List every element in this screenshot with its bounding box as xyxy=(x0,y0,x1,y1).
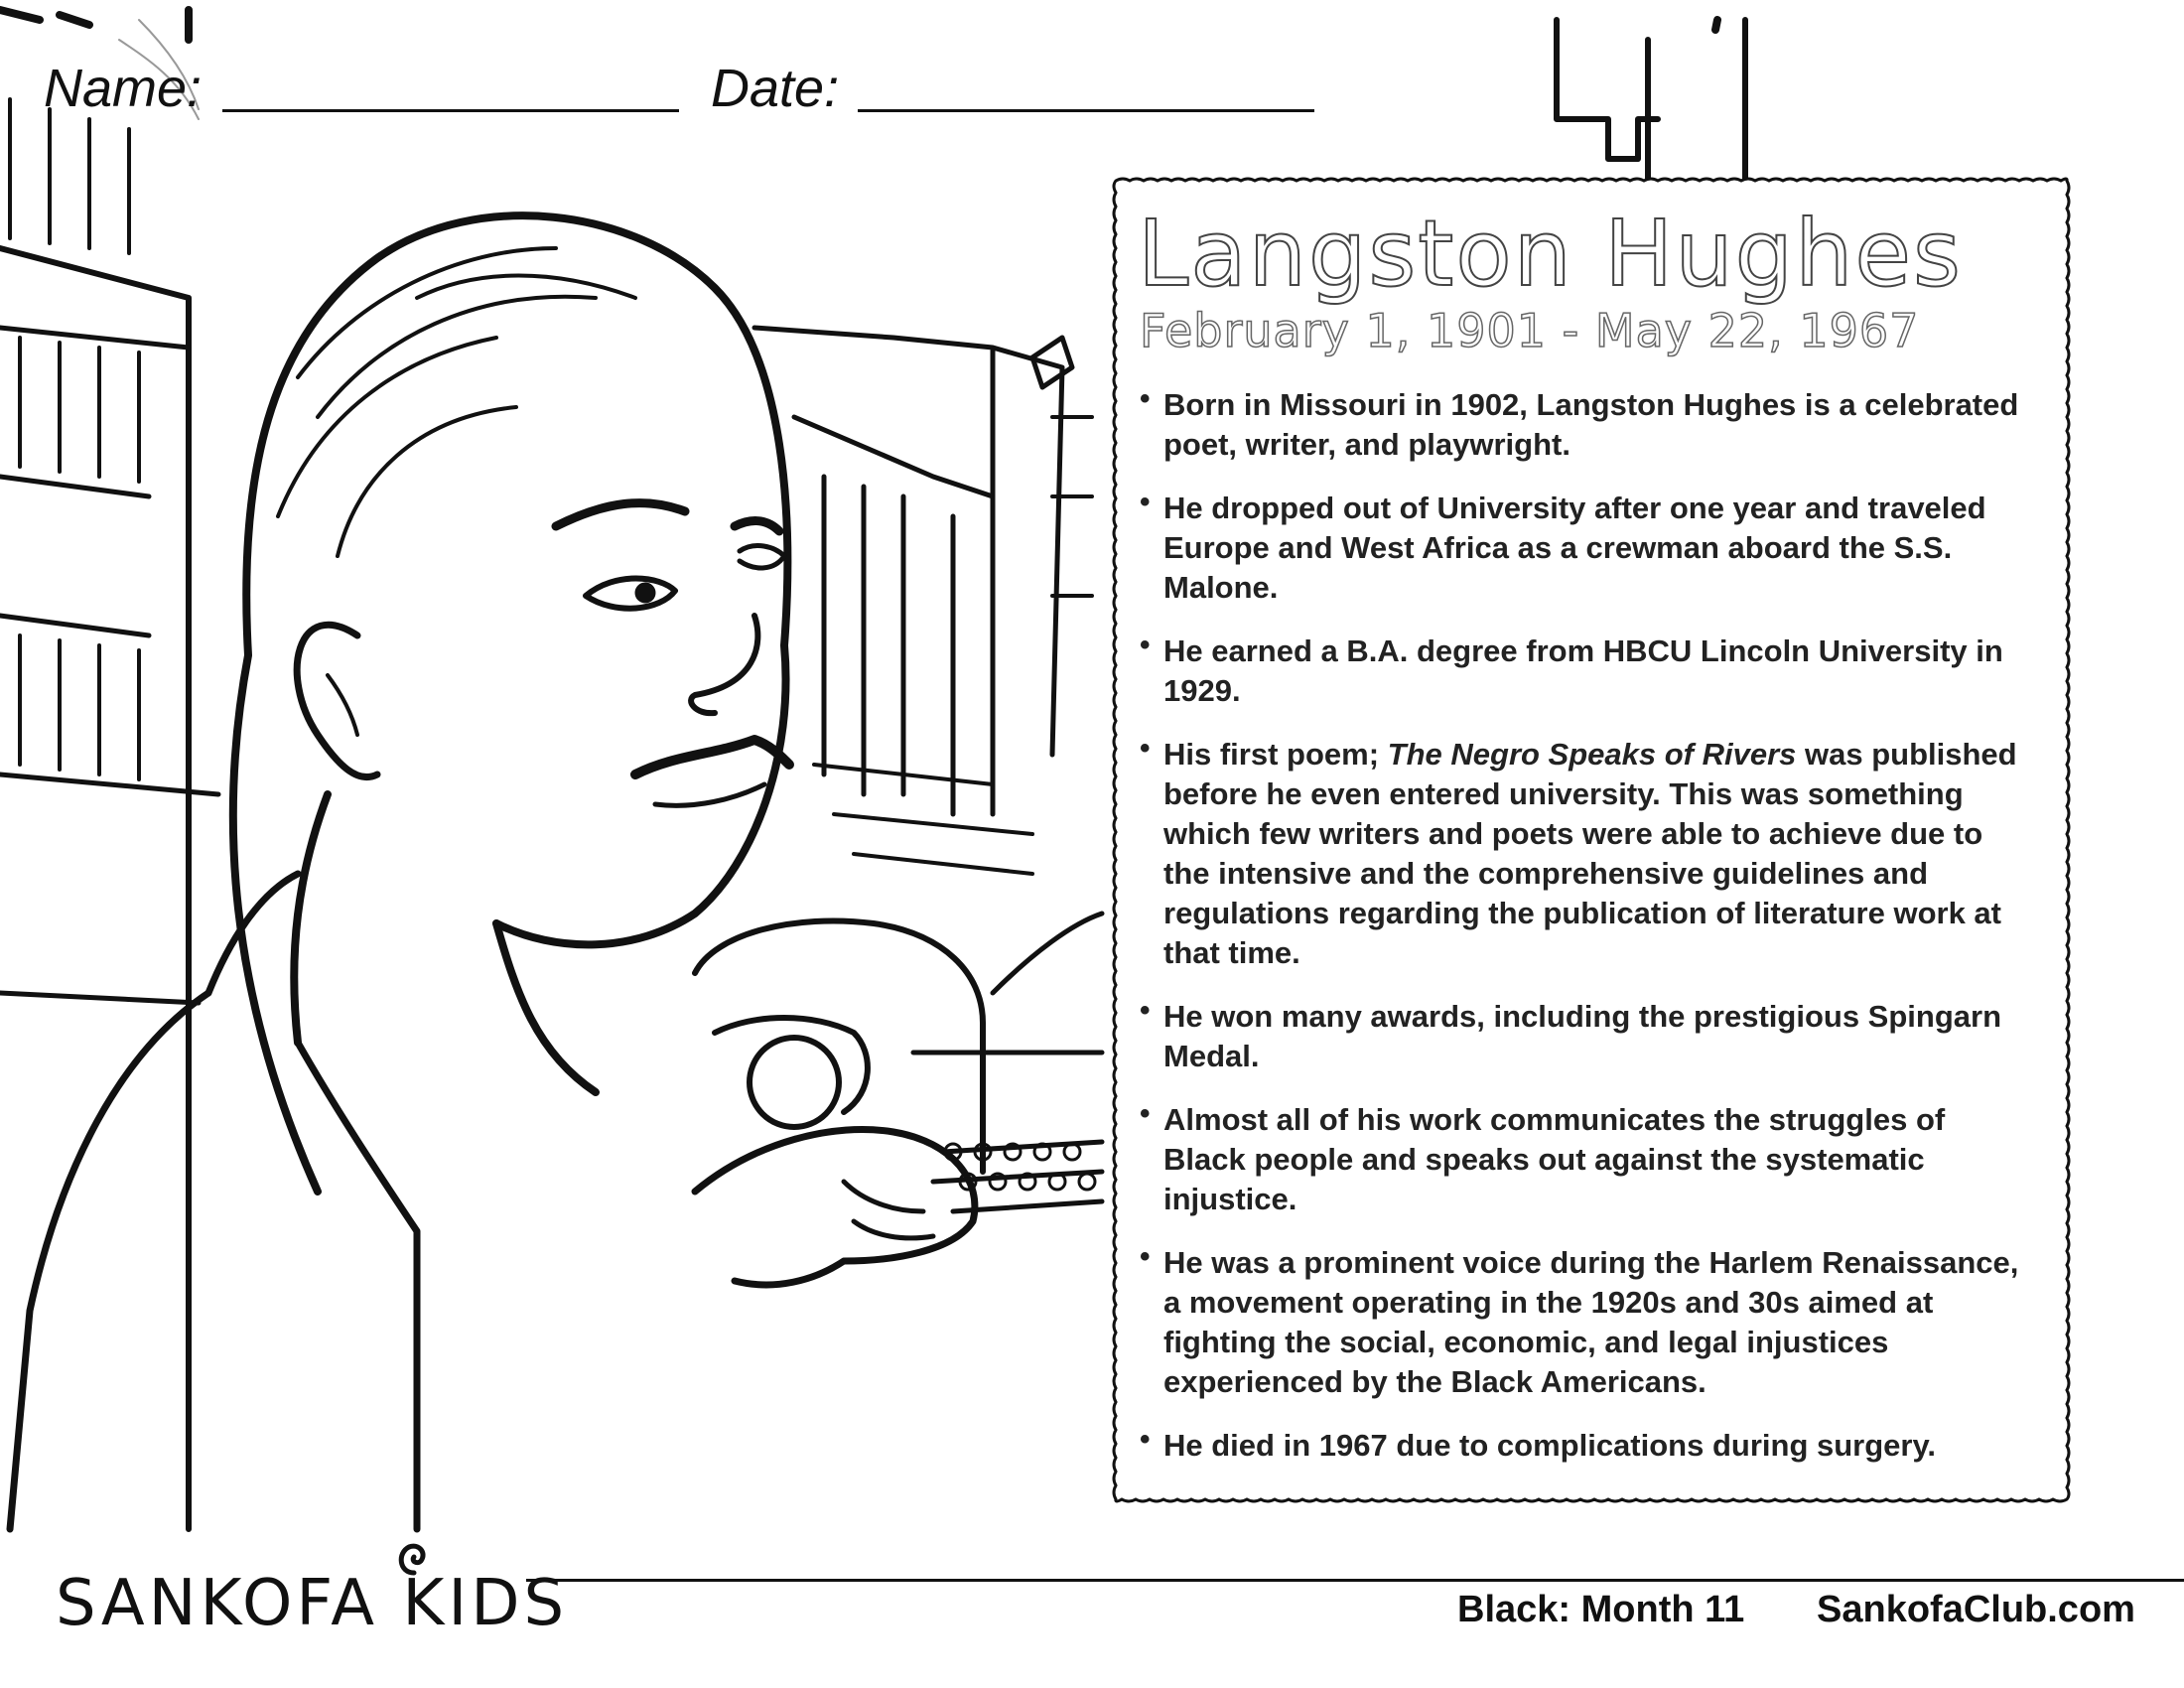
footer-rule xyxy=(526,1579,2184,1582)
bio-list xyxy=(1140,382,2033,1489)
biography-box xyxy=(1110,175,2073,1505)
bio-title: Langston Hughes xyxy=(1138,201,1963,307)
date-label: Date: xyxy=(711,59,840,118)
hand-outline xyxy=(695,1130,975,1285)
name-label: Name: xyxy=(44,59,203,118)
list-item xyxy=(1140,1097,2033,1219)
bullet-dot: • xyxy=(1140,1423,1151,1456)
typewriter-outline xyxy=(695,920,983,1172)
list-item xyxy=(1140,1423,2033,1466)
fact-text: Almost all of his work communicates the struggles of Black people and speaks out against the systematic injustice. xyxy=(1163,1102,1946,1216)
list-item xyxy=(1140,486,2033,608)
list-item xyxy=(1140,382,2033,465)
name-blank-line[interactable] xyxy=(222,109,679,112)
list-item xyxy=(1140,732,2033,973)
bullet-dot: • xyxy=(1140,1097,1151,1130)
bullet-dot: • xyxy=(1140,994,1151,1027)
fact-text: He was a prominent voice during the Harlem Renaissance, a movement operating in the 1920s and 30s aimed at fighting the social, economic, and legal injustices experienced by the Black Americans. xyxy=(1163,1245,2019,1399)
bullet-dot: • xyxy=(1140,382,1151,415)
bullet-dot: • xyxy=(1140,732,1151,765)
sankofa-swirl-icon xyxy=(389,1533,439,1583)
fact-text: He dropped out of University after one year and traveled Europe and West Africa as a crewman aboard the S.S. Malone. xyxy=(1163,491,1986,605)
site-link[interactable]: SankofaClub.com xyxy=(1817,1589,2135,1630)
list-item xyxy=(1140,629,2033,711)
poem-title: The Negro Speaks of Rivers xyxy=(1387,737,1797,772)
bullet-dot: • xyxy=(1140,1240,1151,1273)
month-label: Black: Month 11 xyxy=(1457,1589,1745,1630)
bio-dates: February 1, 1901 - May 22, 1967 xyxy=(1140,304,1920,357)
fact-text: He died in 1967 due to complications during surgery. xyxy=(1163,1428,1937,1463)
fact-text: He won many awards, including the prestigious Spingarn Medal. xyxy=(1163,999,2002,1073)
bullet-dot: • xyxy=(1140,629,1151,661)
brand-logo: SANKOFA KIDS xyxy=(56,1567,569,1640)
fact-text: Born in Missouri in 1902, Langston Hughes is a celebrated poet, writer, and playwright. xyxy=(1163,387,2019,462)
fact-text-suffix: was published before he even entered university. This was something which few writers and poets were able to achieve due to the intensive and the comprehensive guidelines and regulations regarding the publication of literature work at that time. xyxy=(1163,737,2017,970)
head-outline xyxy=(233,215,787,1192)
list-item xyxy=(1140,1240,2033,1402)
fact-text: He earned a B.A. degree from HBCU Lincoln University in 1929. xyxy=(1163,633,2003,708)
fact-text-prefix: His first poem; xyxy=(1163,737,1388,772)
list-item xyxy=(1140,994,2033,1076)
bullet-dot: • xyxy=(1140,486,1151,518)
date-blank-line[interactable] xyxy=(858,109,1314,112)
